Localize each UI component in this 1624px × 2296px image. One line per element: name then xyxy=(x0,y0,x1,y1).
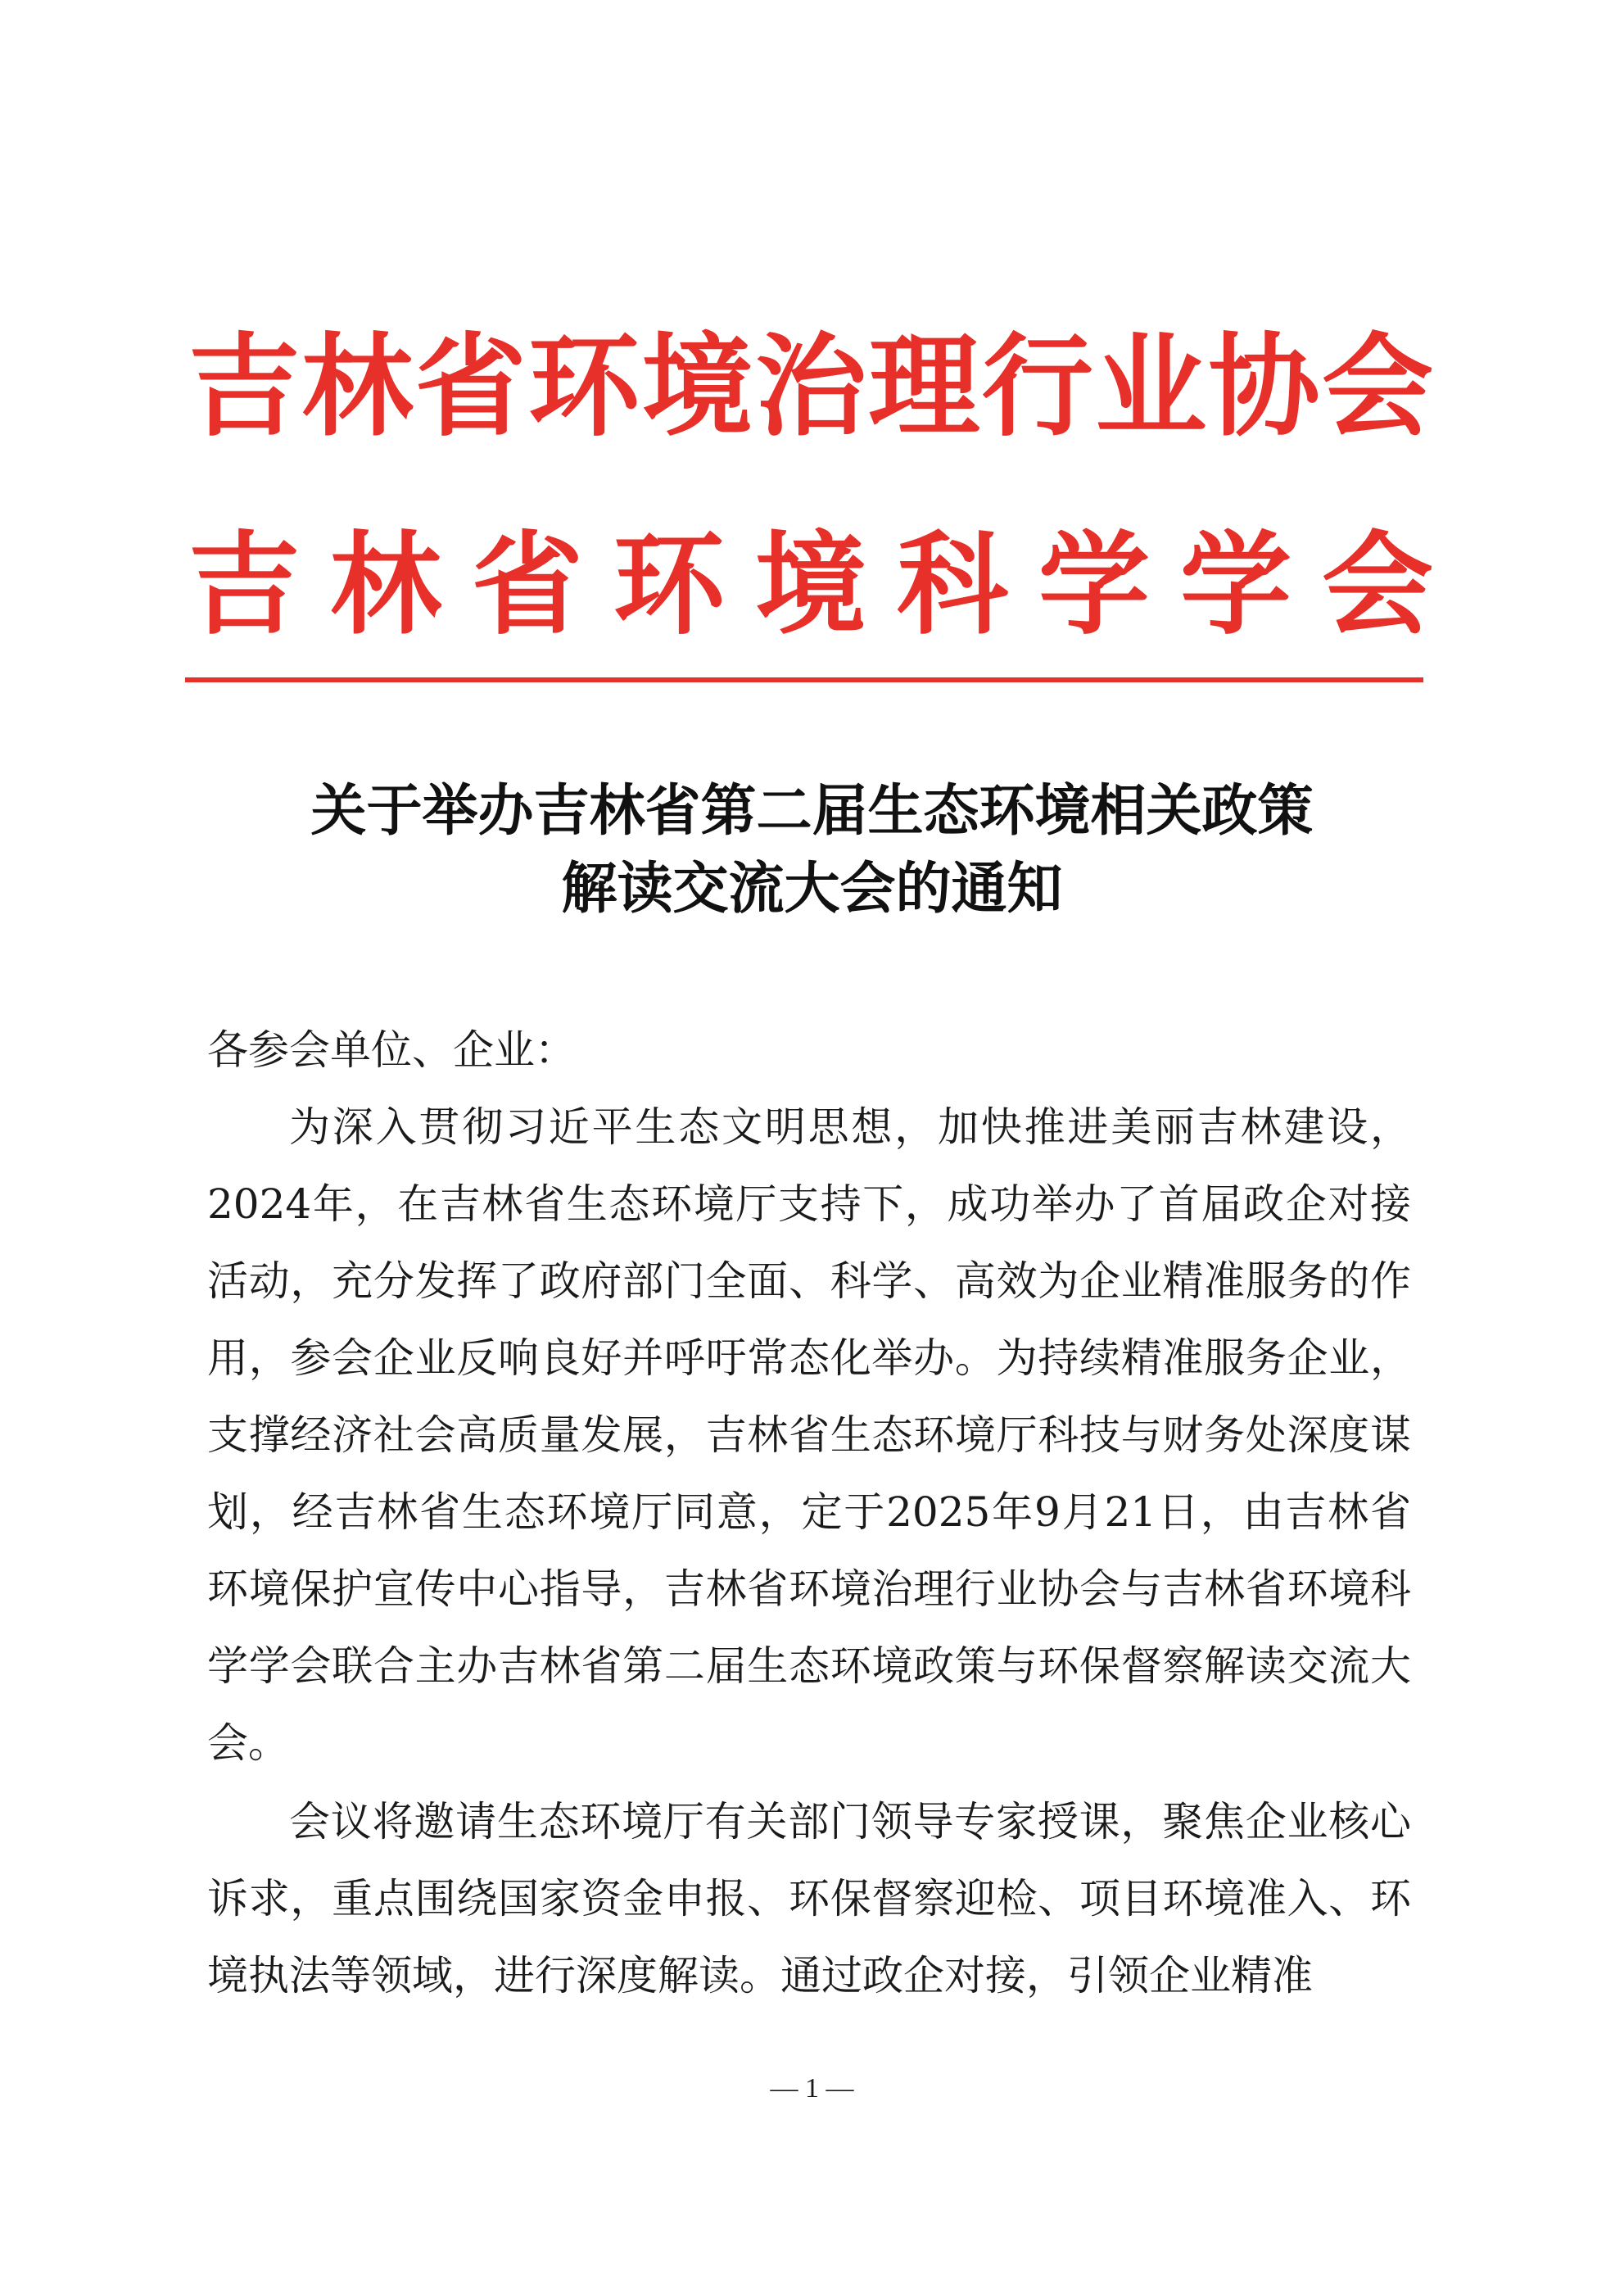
page-number: — 1 — xyxy=(770,2073,854,2104)
document-title-line-2: 解读交流大会的通知 xyxy=(561,856,1063,922)
salutation: 各参会单位、企业： xyxy=(207,1026,576,1074)
issuing-organization-2: 吉林省环境科学学会 xyxy=(188,519,1433,650)
document-title-line-1: 关于举办吉林省第二届生态环境相关政策 xyxy=(310,778,1314,844)
body-paragraph-1: 为深入贯彻习近平生态文明思想，加快推进美丽吉林建设，2024年，在吉林省生态环境厅支持下，成功举办了首届政企对接活动，充分发挥了政府部门全面、科学、高效为企业精准服务的作用，参会企业反响良好并呼吁常态化举办。为持续精准服务企业，支撑经济社会高质量发展，吉林省生态环境厅科技与财务处深度谋划，经吉林省生态环境厅同意，定于2025年9月21日，由吉林省环境保护宣传中心指导，吉林省环境治理行业协会与吉林省环境科学学会联合主办吉林省第二届生态环境政策与环保督察解读交流大会。 xyxy=(207,1103,1411,1767)
red-header-divider xyxy=(185,677,1423,682)
issuing-organization-1: 吉林省环境治理行业协会 xyxy=(188,321,1433,452)
body-paragraph-2: 会议将邀请生态环境厅有关部门领导专家授课，聚焦企业核心诉求，重点围绕国家资金申报、环保督察迎检、项目环境准入、环境执法等领域，进行深度解读。通过政企对接，引领企业精准 xyxy=(207,1798,1411,1999)
